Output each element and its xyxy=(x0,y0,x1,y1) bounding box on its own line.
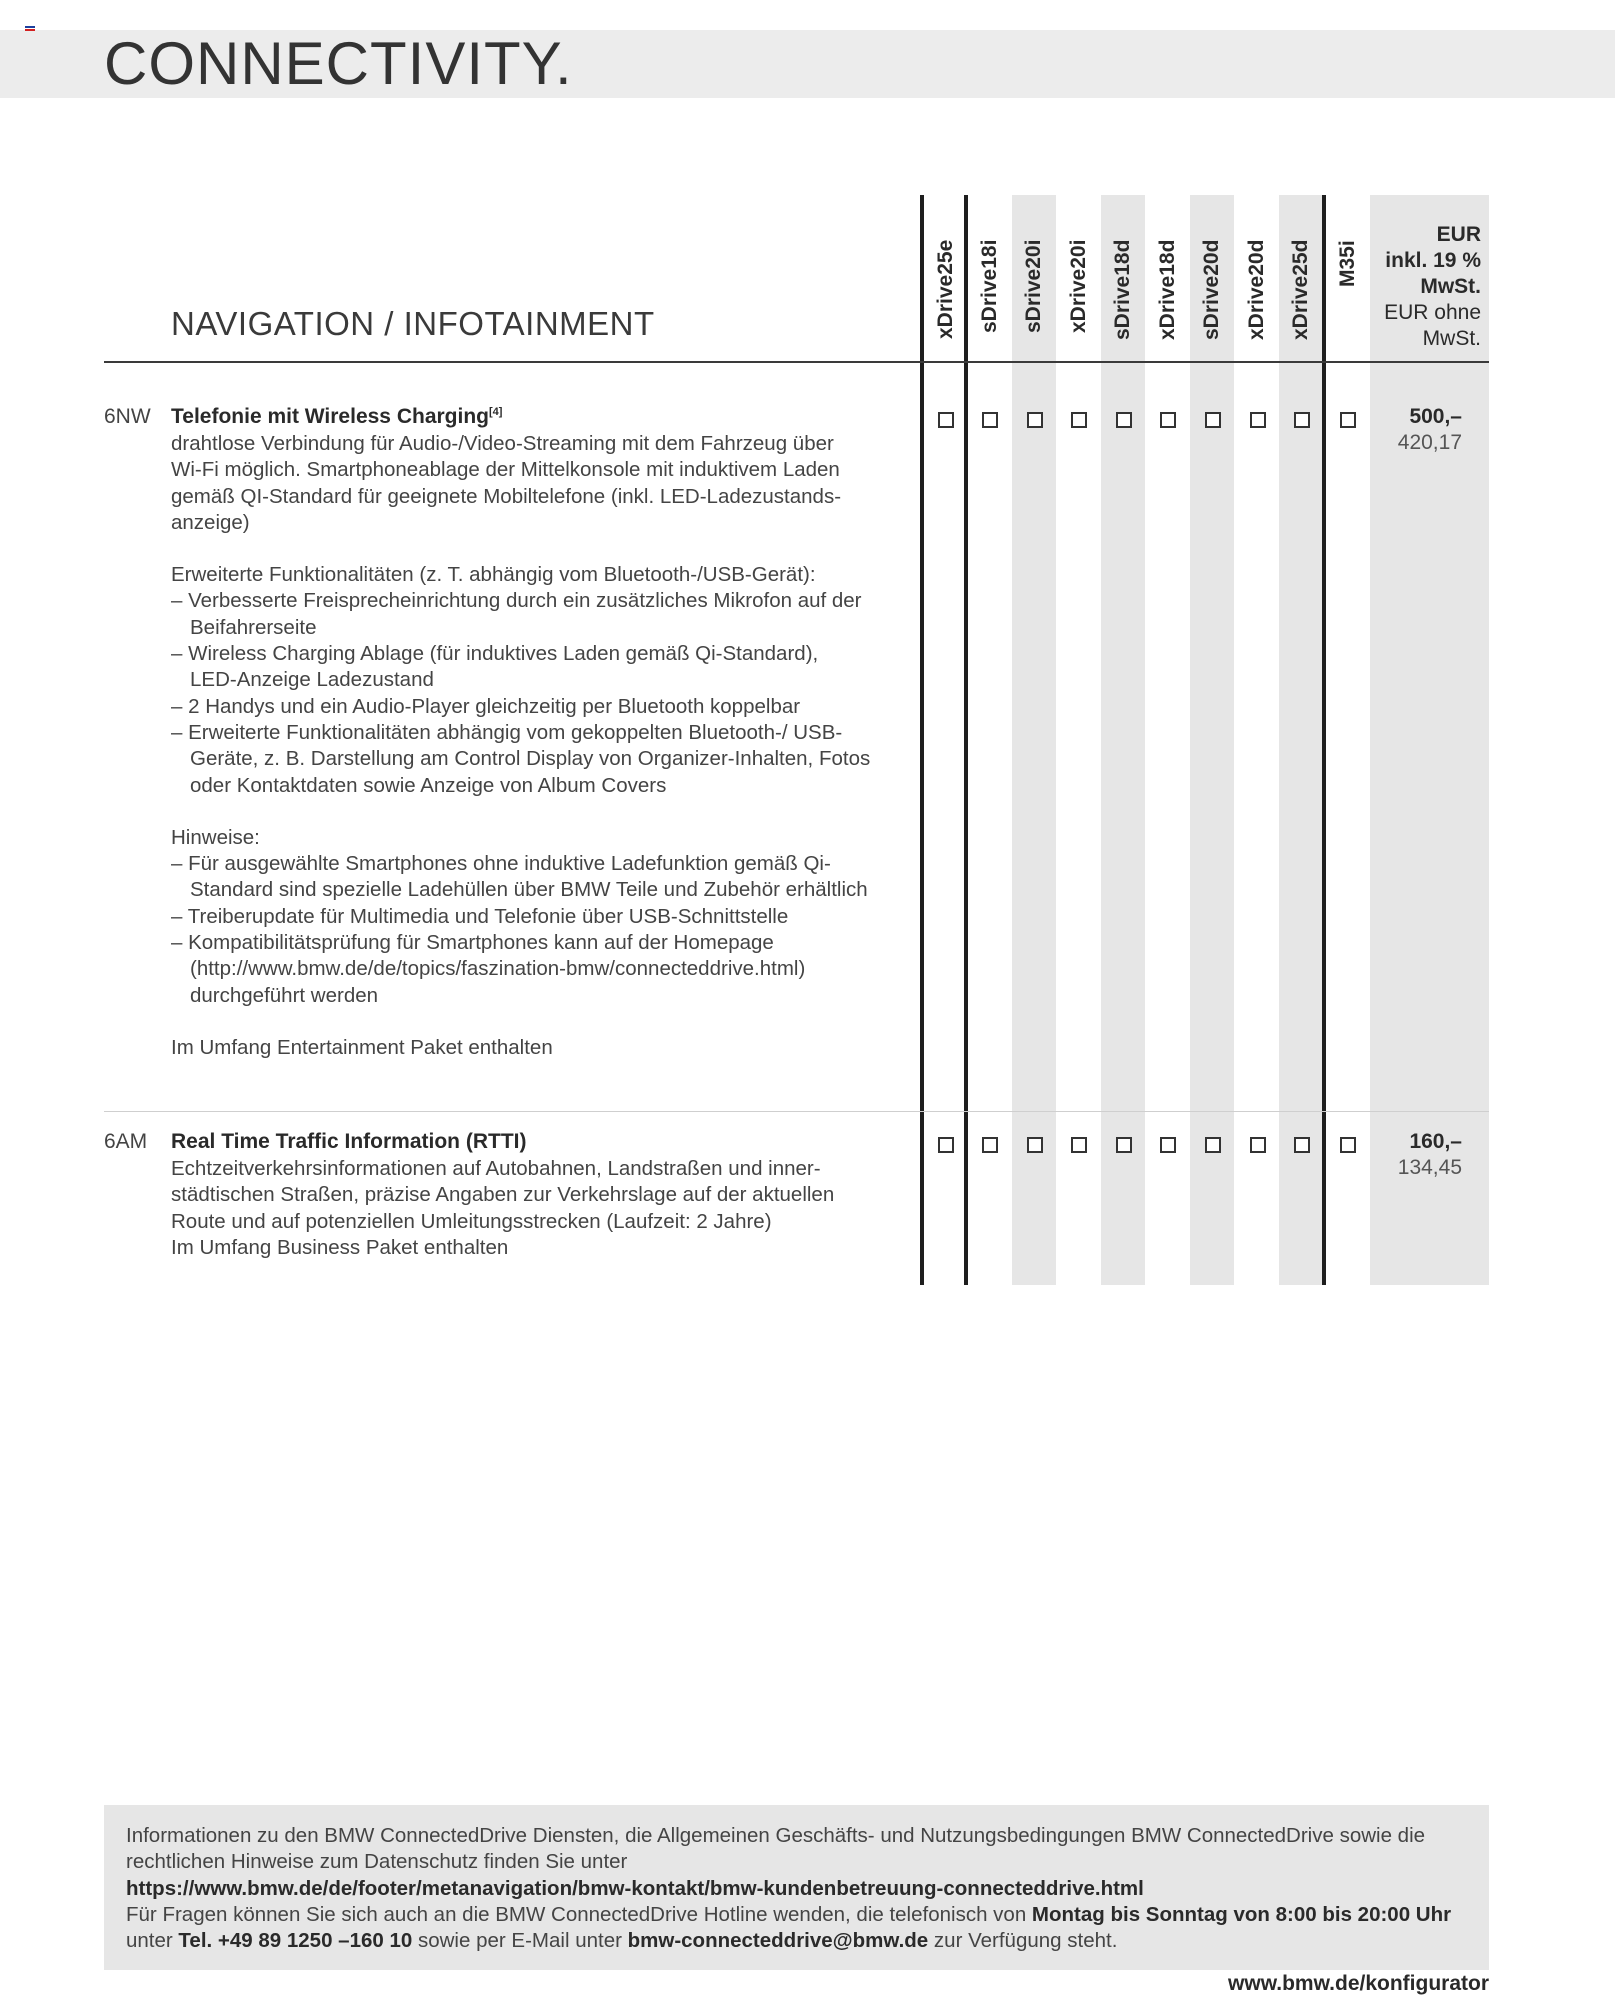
package-note: Im Umfang Entertainment Paket enthalten xyxy=(171,1035,553,1059)
description-line: Echtzeitverkehrsinformationen auf Autobahnen, Landstraßen und inner- xyxy=(171,1157,821,1180)
notes-heading: Hinweise: xyxy=(171,825,260,849)
info-line: Informationen zu den BMW ConnectedDrive Diensten, die Allgemeinen Geschäfts- und Nutzungsbedingungen BMW ConnectedDrive sowie die xyxy=(126,1824,1426,1847)
hotline-email[interactable]: bmw-connecteddrive@bmw.de xyxy=(627,1929,929,1953)
option-description xyxy=(171,1156,911,1261)
checkbox-6am-m35i[interactable] xyxy=(1340,1137,1356,1153)
model-header-xdrive25d: xDrive25d xyxy=(1289,240,1312,341)
info-link[interactable]: https://www.bmw.de/de/footer/metanavigation/bmw-kontakt/bmw-kundenbetreuung-connecteddrive.html xyxy=(126,1876,1144,1900)
model-header-sdrive18d: sDrive18d xyxy=(1111,240,1134,341)
contact-text: unter xyxy=(126,1929,179,1953)
footnote-marker: [4] xyxy=(488,406,503,418)
model-header-sdrive20d: sDrive20d xyxy=(1200,240,1223,341)
price-gross: 500,– xyxy=(1409,405,1462,428)
price-header-line4: EUR ohne xyxy=(1384,301,1481,324)
model-header-xdrive20d: xDrive20d xyxy=(1245,240,1268,341)
checkbox-6nw-xdrive25d[interactable] xyxy=(1294,412,1310,428)
option-title: Real Time Traffic Information (RTTI) xyxy=(171,1130,527,1153)
description-line: Im Umfang Business Paket enthalten xyxy=(171,1235,509,1259)
column-shade-sdrive20d xyxy=(1190,195,1234,1285)
option-code: 6AM xyxy=(104,1130,148,1153)
description-line: anzeige) xyxy=(171,510,250,534)
column-divider-m35i xyxy=(1322,195,1326,1285)
checkbox-6nw-xdrive25e[interactable] xyxy=(938,412,954,428)
checkbox-6nw-xdrive20d[interactable] xyxy=(1250,412,1266,428)
checkbox-6am-sdrive20i[interactable] xyxy=(1027,1137,1043,1153)
hotline-hours: Montag bis Sonntag von 8:00 bis 20:00 Uhr xyxy=(1031,1902,1452,1926)
section-heading: NAVIGATION / INFOTAINMENT xyxy=(171,305,655,342)
description-line: drahtlose Verbindung für Audio-/Video-Streaming mit dem Fahrzeug über xyxy=(171,432,834,455)
info-box-text xyxy=(126,1823,1471,1954)
corner-mark xyxy=(25,26,35,34)
feature-item: – Erweiterte Funktionalitäten abhängig vom gekoppelten Bluetooth-/ USB-Geräte, z. B. Darstellung am Control Display von Organizer-Inhalten, Fotos oder Kontaktdaten sowie Anzeige von Album Covers xyxy=(171,720,871,797)
description-line: Route und auf potenziellen Umleitungsstrecken (Laufzeit: 2 Jahre) xyxy=(171,1209,772,1233)
note-item: – Treiberupdate für Multimedia und Telefonie über USB-Schnittstelle xyxy=(171,904,789,928)
checkbox-6nw-xdrive20i[interactable] xyxy=(1071,412,1087,428)
checkbox-6am-xdrive25e[interactable] xyxy=(938,1137,954,1153)
price-header-line2: inkl. 19 % xyxy=(1385,249,1481,272)
model-header-xdrive18d: xDrive18d xyxy=(1156,240,1179,341)
checkbox-6nw-sdrive18i[interactable] xyxy=(982,412,998,428)
price-net: 134,45 xyxy=(1397,1156,1462,1179)
option-description xyxy=(171,431,911,1061)
price-header-line1: EUR xyxy=(1436,223,1481,246)
configurator-link[interactable]: www.bmw.de/konfigurator xyxy=(1228,1972,1489,1995)
header-rule xyxy=(104,361,1489,363)
checkbox-6am-xdrive18d[interactable] xyxy=(1160,1137,1176,1153)
column-shade-sdrive20i xyxy=(1012,195,1056,1285)
column-divider-left xyxy=(920,195,924,1285)
checkbox-6am-xdrive20d[interactable] xyxy=(1250,1137,1266,1153)
column-shade-sdrive18d xyxy=(1101,195,1145,1285)
checkbox-6nw-xdrive18d[interactable] xyxy=(1160,412,1176,428)
contact-line xyxy=(126,1928,1471,1954)
checkbox-6am-xdrive20i[interactable] xyxy=(1071,1137,1087,1153)
feature-item: – Verbesserte Freisprecheinrichtung durch ein zusätzliches Mikrofon auf der Beifahrerseite xyxy=(171,589,862,639)
checkbox-6nw-m35i[interactable] xyxy=(1340,412,1356,428)
checkbox-6nw-sdrive20d[interactable] xyxy=(1205,412,1221,428)
column-shade-xdrive25d xyxy=(1279,195,1323,1285)
model-header-sdrive18i: sDrive18i xyxy=(978,240,1001,334)
model-header-xdrive25e: xDrive25e xyxy=(934,240,957,340)
features-heading: Erweiterte Funktionalitäten (z. T. abhängig vom Bluetooth-/USB-Gerät): xyxy=(171,563,816,587)
price-gross: 160,– xyxy=(1409,1130,1462,1153)
corner-mark-blue xyxy=(25,26,35,28)
hotline-phone[interactable]: Tel. +49 89 1250 –160 10 xyxy=(178,1929,413,1953)
description-line: gemäß QI-Standard für geeignete Mobiltelefone (inkl. LED-Ladezustands- xyxy=(171,484,842,508)
row-divider xyxy=(104,1111,1489,1112)
price-header xyxy=(1370,222,1481,352)
feature-item: – Wireless Charging Ablage (für induktives Laden gemäß Qi-Standard), LED-Anzeige Ladezustand xyxy=(171,642,819,692)
checkbox-6am-sdrive20d[interactable] xyxy=(1205,1137,1221,1153)
hotline-text: Für Fragen können Sie sich auch an die BMW ConnectedDrive Hotline wenden, die telefonisch von xyxy=(126,1902,1032,1926)
info-box xyxy=(104,1805,1489,1970)
page-title: CONNECTIVITY. xyxy=(104,30,573,97)
price-header-line3: MwSt. xyxy=(1420,275,1481,298)
feature-item: – 2 Handys und ein Audio-Player gleichzeitig per Bluetooth koppelbar xyxy=(171,694,801,718)
checkbox-6am-sdrive18i[interactable] xyxy=(982,1137,998,1153)
model-header-xdrive20i: xDrive20i xyxy=(1067,240,1090,334)
model-header-m35i: M35i xyxy=(1336,240,1359,287)
description-line: Wi-Fi möglich. Smartphoneablage der Mittelkonsole mit induktivem Laden xyxy=(171,458,840,482)
contact-text: sowie per E-Mail unter xyxy=(412,1929,628,1953)
note-item: – Für ausgewählte Smartphones ohne induktive Ladefunktion gemäß Qi-Standard sind spezielle Ladehüllen über BMW Teile und Zubehör erhältlich xyxy=(171,852,868,902)
checkbox-6am-sdrive18d[interactable] xyxy=(1116,1137,1132,1153)
checkbox-6nw-sdrive18d[interactable] xyxy=(1116,412,1132,428)
option-title xyxy=(171,405,502,429)
option-code: 6NW xyxy=(104,405,151,428)
price-net: 420,17 xyxy=(1397,431,1462,454)
note-item: – Kompatibilitätsprüfung für Smartphones kann auf der Homepage (http://www.bmw.de/de/topics/faszination-bmw/connecteddrive.html) durchgeführt werden xyxy=(171,931,806,1007)
price-column xyxy=(1370,195,1489,1285)
checkbox-6nw-sdrive20i[interactable] xyxy=(1027,412,1043,428)
checkbox-6am-xdrive25d[interactable] xyxy=(1294,1137,1310,1153)
price-header-line5: MwSt. xyxy=(1422,327,1481,350)
model-header-sdrive20i: sDrive20i xyxy=(1022,240,1045,334)
option-title-text: Telefonie mit Wireless Charging xyxy=(171,405,489,428)
hotline-line xyxy=(126,1902,1471,1928)
contact-text: zur Verfügung steht. xyxy=(928,1929,1118,1953)
column-divider-xdrive25e xyxy=(964,195,968,1285)
corner-mark-red xyxy=(25,29,35,31)
info-line: rechtlichen Hinweise zum Datenschutz finden Sie unter xyxy=(126,1850,628,1874)
description-line: städtischen Straßen, präzise Angaben zur Verkehrslage auf der aktuellen xyxy=(171,1183,835,1207)
